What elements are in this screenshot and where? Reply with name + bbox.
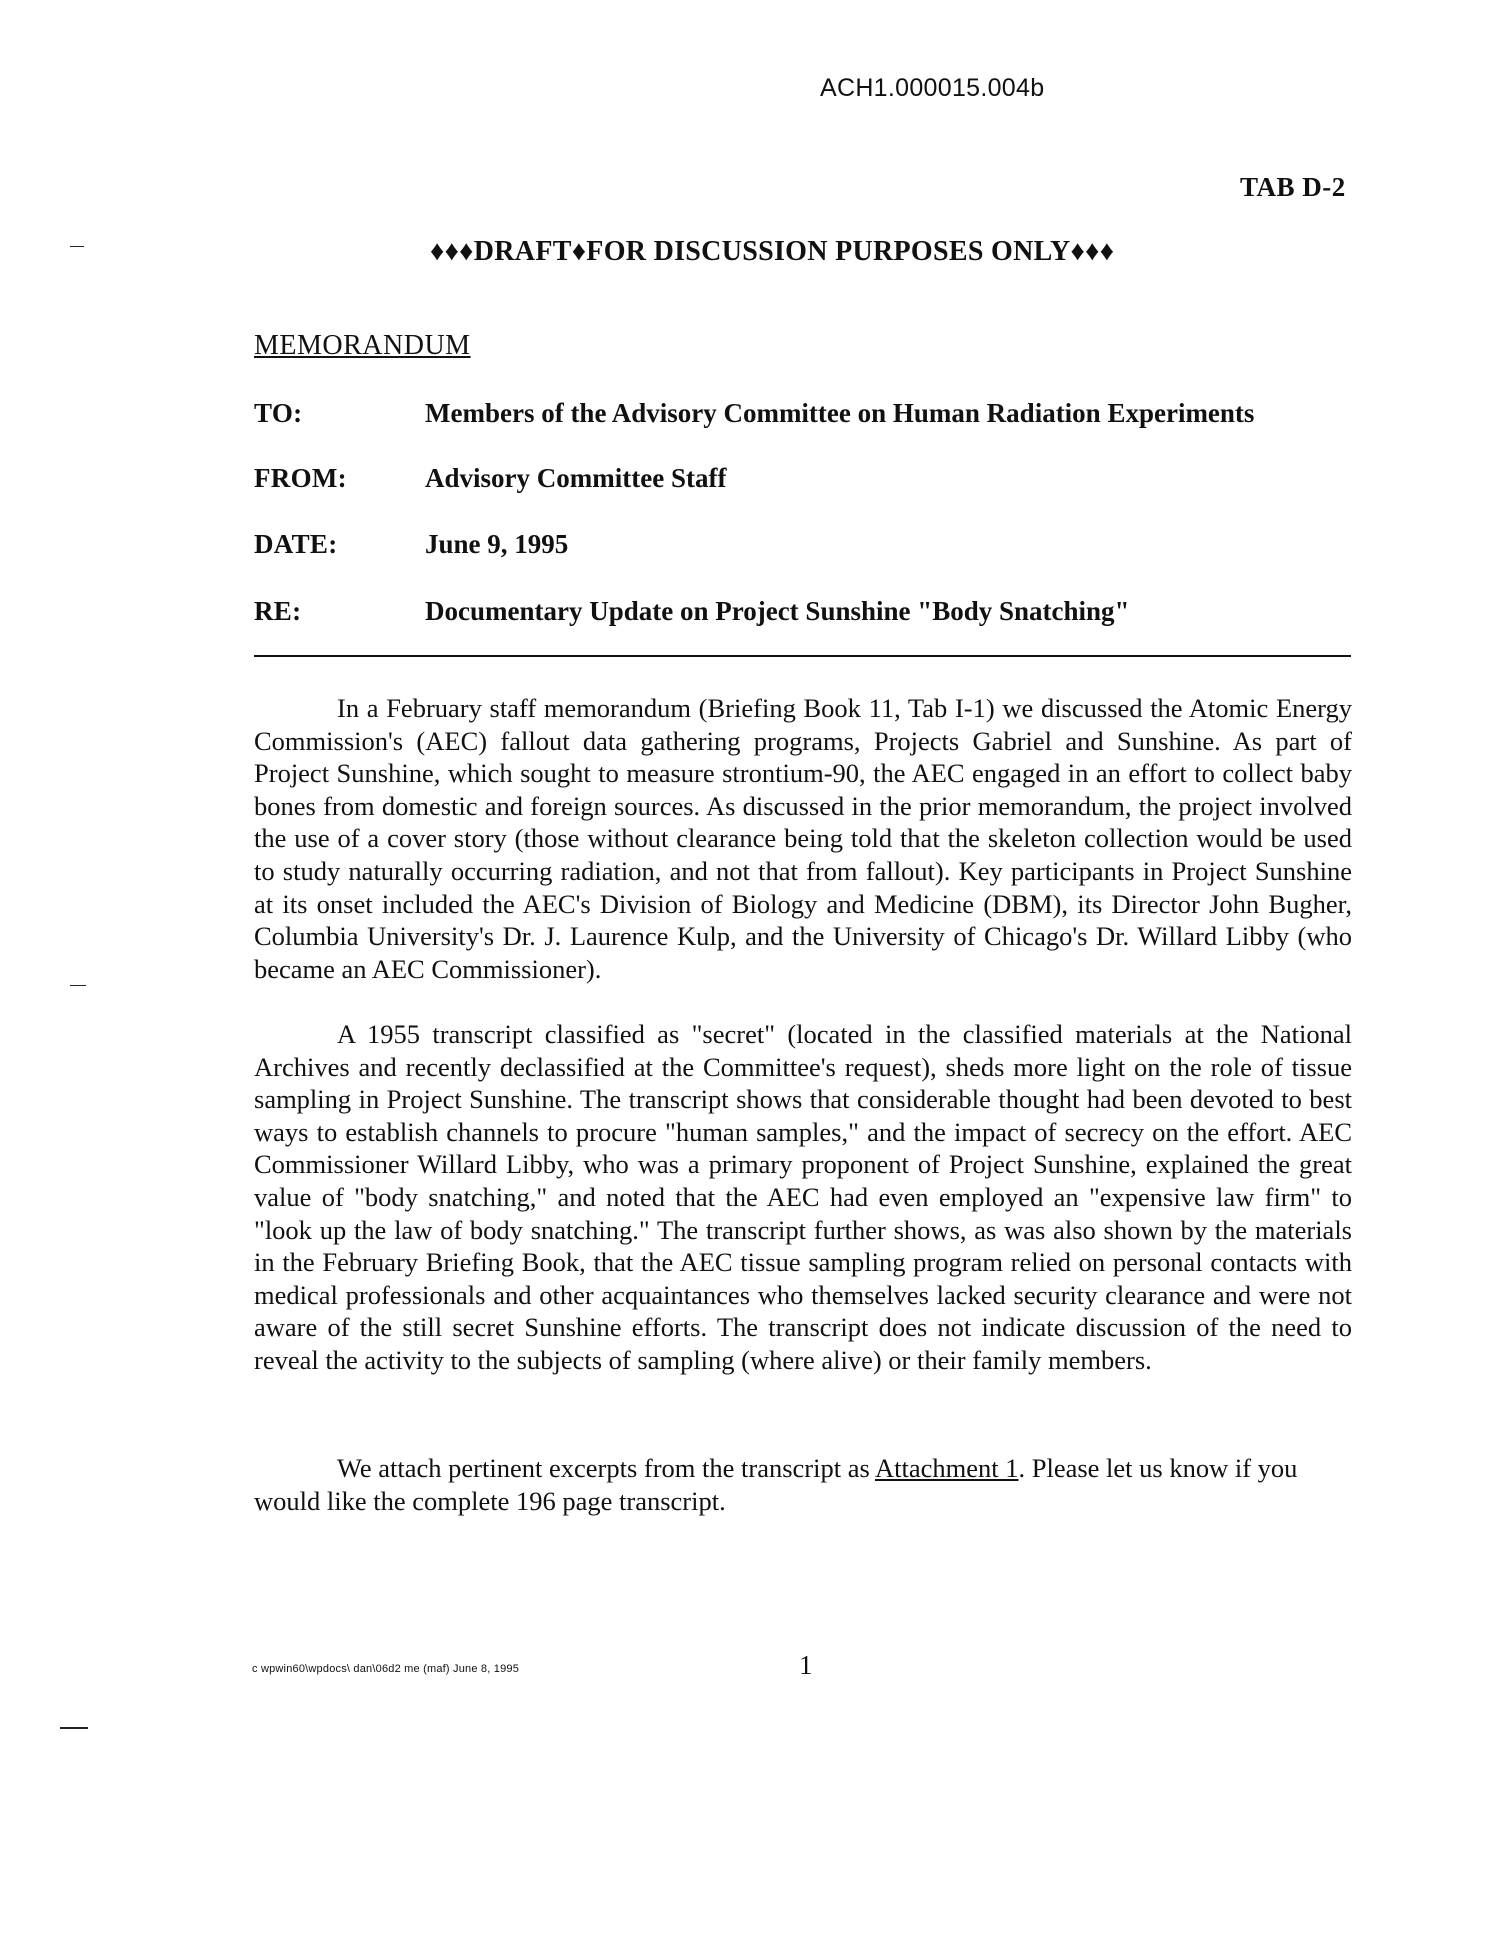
scan-margin-mark xyxy=(70,246,84,247)
scan-margin-mark xyxy=(70,985,86,986)
header-divider xyxy=(254,655,1351,657)
document-id: ACH1.000015.004b xyxy=(820,74,1045,102)
re-value: Documentary Update on Project Sunshine "Body Snatching" xyxy=(425,596,1130,626)
attachment-1-link[interactable]: Attachment 1 xyxy=(874,1453,1019,1483)
from-value: Advisory Committee Staff xyxy=(425,463,727,493)
from-label: FROM: xyxy=(254,463,347,493)
to-label: TO: xyxy=(254,398,303,428)
draft-banner: ♦♦♦DRAFT♦FOR DISCUSSION PURPOSES ONLY♦♦♦ xyxy=(430,236,1115,267)
paragraph-3-text-start: We attach pertinent excerpts from the transcript as xyxy=(337,1453,875,1483)
page-number: 1 xyxy=(799,1650,813,1680)
date-value: June 9, 1995 xyxy=(425,529,569,559)
body-paragraph-1 xyxy=(254,692,1352,985)
re-label: RE: xyxy=(254,596,302,626)
scan-margin-mark xyxy=(60,1727,88,1729)
to-value: Members of the Advisory Committee on Human Radiation Experiments xyxy=(425,398,1255,428)
tab-label: TAB D-2 xyxy=(1240,172,1346,202)
body-paragraph-3 xyxy=(254,1452,1352,1517)
body-paragraph-2 xyxy=(254,1018,1352,1377)
footer-file-path: c wpwin60\wpdocs\ dan\06d2 me (maf) June 8, 1995 xyxy=(252,1663,520,1675)
memo-heading: MEMORANDUM xyxy=(254,330,471,361)
date-label: DATE: xyxy=(254,529,338,559)
paragraph-3-text-end: . Please let us know if you would like the complete 196 page transcript. xyxy=(254,1453,1298,1516)
paragraph-1-text: In a February staff memorandum (Briefing Book 11, Tab I-1) we discussed the Atomic Energy Commission's (AEC) fallout data gathering programs, Projects Gabriel and Sunshine. As part of Project Sunshine, which sought to measure strontium-90, the AEC engaged in an effort to collect baby bones from domestic and foreign sources. As discussed in the prior memorandum, the project involved the use of a cover story (those without clearance being told that the skeleton collection would be used to study naturally occurring radiation, and not that from fallout). Key participants in Project Sunshine at its onset included the AEC's Division of Biology and Medicine (DBM), its Director John Bugher, Columbia University's Dr. J. Laurence Kulp, and the University of Chicago's Dr. Willard Libby (who became an AEC Commissioner). xyxy=(254,693,1352,984)
paragraph-2-text: A 1955 transcript classified as "secret" (located in the classified materials at the National Archives and recently declassified at the Committee's request), sheds more light on the role of tissue sampling in Project Sunshine. The transcript shows that considerable thought had been devoted to best ways to establish channels to procure "human samples," and the impact of secrecy on the effort. AEC Commissioner Willard Libby, who was a primary proponent of Project Sunshine, explained the great value of "body snatching," and noted that the AEC had even employed an "expensive law firm" to "look up the law of body snatching." The transcript further shows, as was also shown by the materials in the February Briefing Book, that the AEC tissue sampling program relied on personal contacts with medical professionals and other acquaintances who themselves lacked security clearance and were not aware of the still secret Sunshine efforts. The transcript does not indicate discussion of the need to reveal the activity to the subjects of sampling (where alive) or their family members. xyxy=(254,1019,1352,1375)
